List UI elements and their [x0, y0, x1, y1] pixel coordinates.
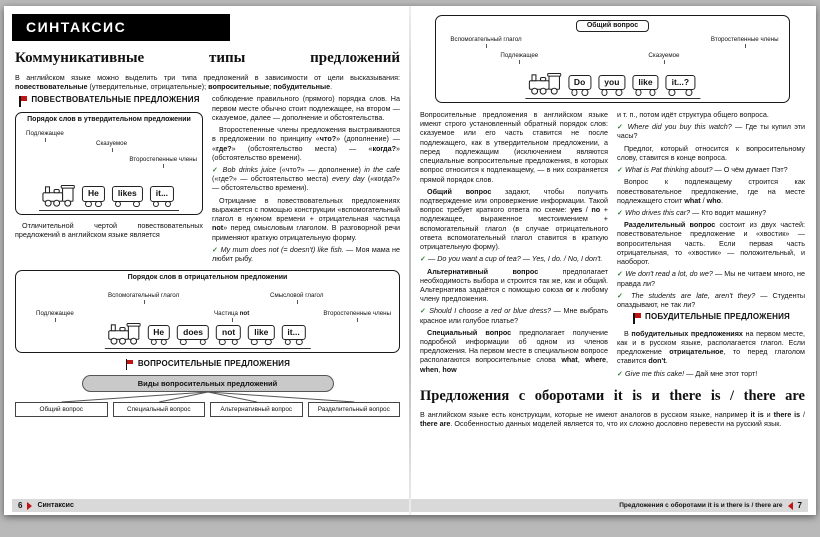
train-car-word: Do: [568, 75, 591, 90]
flag-icon: [125, 359, 134, 370]
diagram-title: Виды вопросительных предложений: [82, 375, 334, 392]
paragraph: В побудительных предложениях на первом месте, как и в русском языке, располагается глагол. Если предложение отрицательное, то перед глаголом ставится don't.: [617, 328, 806, 366]
red-triangle-icon: [27, 502, 32, 510]
diagram-item-special-question: Специальный вопрос: [113, 402, 206, 417]
right-column: [212, 94, 400, 266]
left-page: [4, 6, 409, 515]
section-heading-text: ВОПРОСИТЕЛЬНЫЕ ПРЕДЛОЖЕНИЯ: [137, 358, 291, 368]
label-subject: Подлежащее: [36, 309, 74, 317]
page-number: 6: [18, 501, 23, 510]
label-subject: Подлежащее: [26, 129, 64, 137]
label-predicate: Сказуемое: [96, 139, 128, 147]
locomotive-icon: [106, 321, 140, 340]
chapter-header-bar: СИНТАКСИС: [12, 14, 230, 41]
paragraph: Вопрос к подлежащему строится как повествовательное предложение, где на месте подлежащего стоит what / who.: [617, 177, 805, 205]
label-secondary-members: Второстепенные члены: [323, 309, 391, 317]
paragraph: Вопросительные предложения в английском языке имеют строго установленный обратный порядок слов: сказуемое или его часть ставится не после подлежащего, как в утвердительном предложении, а перед подлежащим (исключением являются специальные вопросительные предложения, в которых вопрос относится к подлежащему, — в них сохраняется прямой порядок слов.: [420, 110, 608, 184]
left-page-footer: [12, 499, 409, 512]
diagram-items-row: [15, 402, 400, 417]
label-secondary-members: Второстепенные члены: [710, 36, 779, 43]
label-predicate: Сказуемое: [648, 52, 680, 59]
train-negative: [104, 321, 310, 349]
box-diagram-area: [16, 126, 202, 214]
section-heading-declarative: [15, 95, 203, 107]
paragraph: Отрицание в повествовательных предложениях выражается с помощью конструкции «вспомогательный глагол в нужном времени + отрицательная частица not» перед смысловым глаголом. В разговорной речи применяют краткую отрицательную форму.: [212, 195, 400, 242]
paragraph: Общий вопрос задают, чтобы получить подтверждение или опровержение информации. Такой вопрос требует краткого ответа по схеме: yes / no + подлежащее, выраженное местоимением + вспомогательный глагол (в случае отрицательного ответа вспомогательный глагол ставится в краткую отрицательную форму).: [420, 186, 608, 252]
paragraph: соблюдение правильного (прямого) порядка слов. На первом месте обычно стоит подлежащее, на втором — сказуемое, далее — дополнение и обстоятельства.: [212, 94, 400, 122]
paragraph: Предлог, который относится к вопросительному слову, ставится в конце вопроса.: [617, 143, 805, 162]
paragraph: Специальный вопрос предполагает получение подробной информации об одном из членов предложения. На первом месте в специальном вопросе располагаются вопросительные слова what, where, when, how: [420, 327, 608, 374]
two-column-block: [420, 110, 805, 381]
example-paragraph: ✓ Bob drinks juice («что?» — дополнение) in the cafe («где?» — обстоятельство места) every day («когда?» — обстоятельство времени).: [212, 164, 400, 193]
footer-section-label: Синтаксис: [37, 502, 74, 509]
paragraph: Второстепенные члены предложения выстраиваются в предложении по принципу «что?» (дополнение) — «где?» (обстоятельство места) — «когда?» (обстоятельство времени).: [212, 125, 400, 162]
intro-paragraph: В английском языке можно выделить три типа предложений в зависимости от цели высказывания: повествовательные (утвердительные, отрицательные); вопросительные; побудительные.: [15, 73, 400, 92]
label-subject: Подлежащее: [500, 52, 539, 59]
section-heading-text: ПОВЕСТВОВАТЕЛЬНЫЕ ПРЕДЛОЖЕНИЯ: [31, 95, 200, 105]
train-car-word: does: [177, 325, 209, 340]
right-column: [617, 110, 805, 381]
example-paragraph: ✓ Who drives this car? — Кто водит машину?: [617, 207, 767, 217]
example-paragraph: ✓ — Do you want a cup of tea? — Yes, I do. / No, I don't.: [420, 254, 603, 264]
example-paragraph: ✓ What is Pat thinking about? — О чём думает Пэт?: [617, 165, 788, 175]
negative-word-order-box: [15, 270, 400, 353]
example-paragraph: ✓ The students are late, aren't they? — Студенты опаздывают, не так ли?: [617, 290, 806, 309]
label-auxiliary-verb: Вспомогательный глагол: [450, 36, 522, 43]
train-car-word: you: [598, 75, 625, 90]
paragraph: В английском языке есть конструкции, которые не имеют аналогов в русском языке, например it is и there is / there are. Особенностью данных моделей является то, что их сложно дословно перевести на русский язык.: [420, 410, 805, 429]
general-question-box: [435, 15, 789, 103]
example-paragraph: ✓ My mum does not (= doesn't) like fish. — Моя мама не любит рыбу.: [212, 244, 400, 263]
train-car-word: it...: [281, 325, 305, 340]
train-car-word: it...?: [666, 75, 695, 90]
example-paragraph: ✓ Where did you buy this watch? — Где ты купил эти часы?: [617, 122, 806, 141]
example-paragraph: ✓ Should I choose a red or blue dress? — Мне выбрать красное или голубое платье?: [420, 306, 608, 325]
affirmative-word-order-box: [15, 112, 203, 215]
flag-icon: [632, 313, 641, 324]
section-heading-text: ПОБУДИТЕЛЬНЫЕ ПРЕДЛОЖЕНИЯ: [645, 312, 790, 322]
left-column: [15, 94, 203, 266]
train-car-word: He: [82, 186, 105, 201]
left-column: [420, 110, 608, 381]
paragraph: Отличительной чертой повествовательных предложений в английском языке является: [15, 220, 203, 239]
paragraph: и т. п., потом идёт структура общего вопроса.: [617, 110, 769, 119]
diagram-connector-lines: [15, 392, 400, 402]
page-title: Коммуникативные типы предложений: [15, 50, 400, 66]
train-car-word: like: [632, 75, 658, 90]
train-general-question: [525, 71, 700, 99]
flag-icon: [18, 96, 27, 107]
diagram-item-alternative-question: Альтернативный вопрос: [210, 402, 303, 417]
locomotive-icon: [41, 183, 75, 202]
box-title: Порядок слов в утвердительном предложении: [27, 115, 191, 123]
section-heading-imperative: [617, 312, 805, 324]
label-particle-not: Частица not: [214, 309, 250, 317]
question-types-diagram: [15, 375, 400, 417]
label-main-verb: Смысловой глагол: [270, 291, 324, 299]
two-column-block: [15, 94, 400, 266]
section-heading-interrogative: [15, 359, 400, 371]
paragraph: Альтернативный вопрос предполагает необходимость выбора и строится так же, как и общий. Альтернатива задаётся с помощью союза or к любому члену предложения.: [420, 266, 609, 304]
box-diagram-area: [16, 284, 399, 352]
train-affirmative: [39, 183, 179, 211]
train-car-word: likes: [112, 186, 143, 201]
label-secondary-members: Второстепенные члены: [129, 155, 197, 163]
box-diagram-area: [436, 32, 788, 102]
label-auxiliary-verb: Вспомогательный глагол: [108, 291, 180, 299]
book-spread: [4, 6, 816, 515]
train-car-word: it...: [150, 186, 174, 201]
paragraph: Разделительный вопрос состоит из двух частей: повествовательное предложение и «хвостик» — вопросительная часть. Если первая часть отрицательная, то «хвостик» — положительный, и наоборот.: [617, 220, 805, 267]
example-paragraph: ✓ Give me this cake! — Дай мне этот торт!: [617, 368, 758, 378]
train-car-word: like: [248, 325, 274, 340]
red-triangle-icon: [788, 502, 793, 510]
box-title: Порядок слов в отрицательном предложении: [127, 274, 288, 282]
right-page: [411, 6, 816, 515]
box-title: Общий вопрос: [576, 20, 649, 32]
right-page-footer: [411, 499, 808, 512]
train-car-word: not: [216, 325, 241, 340]
page-number: 7: [797, 501, 802, 510]
diagram-item-general-question: Общий вопрос: [15, 402, 108, 417]
diagram-item-tag-question: Разделительный вопрос: [308, 402, 401, 417]
train-car-word: He: [147, 325, 170, 340]
locomotive-icon: [527, 71, 561, 90]
section-title-it-is-there-is: Предложения с оборотами it is и there is / there are: [420, 387, 805, 404]
example-paragraph: ✓ We don't read a lot, do we? — Мы не читаем много, не правда ли?: [617, 269, 805, 288]
footer-section-label: Предложения с оборотами it is и there is / there are: [619, 502, 783, 509]
